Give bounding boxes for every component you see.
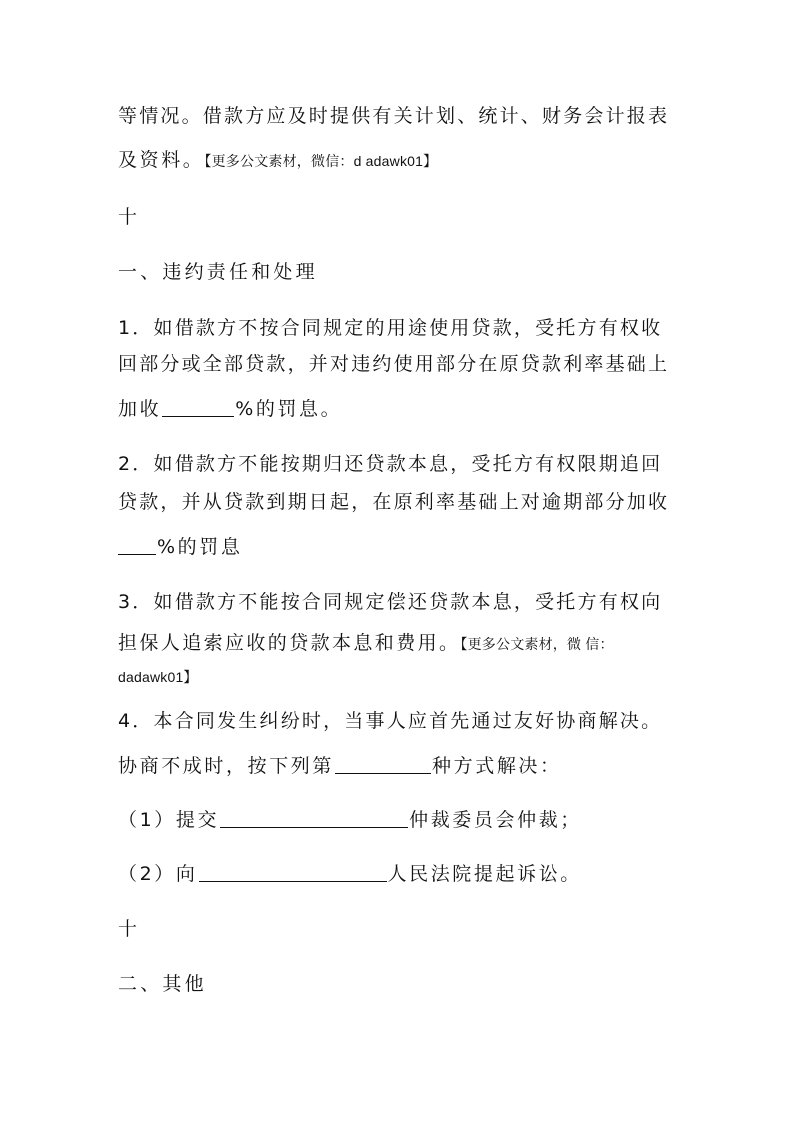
section-number-mark (118, 205, 678, 229)
fill-blank[interactable] (335, 754, 431, 774)
fill-blank[interactable] (220, 808, 408, 828)
text: 人民法院提起诉讼。 (387, 863, 582, 885)
text: 担保人追索应收的贷款本息和费用。 (118, 632, 461, 654)
section-heading (118, 972, 678, 996)
promo-note: 【更多公文素材，微 信： (460, 636, 614, 652)
text: %的罚息 (157, 536, 243, 558)
text: 加收 (118, 398, 162, 420)
clause-2-line (118, 535, 678, 559)
option-1-line (118, 808, 678, 832)
clause-2-line (118, 490, 678, 514)
text: 协商不成时，按下列第 (118, 755, 335, 777)
text: 种方式解决： (432, 755, 562, 777)
paragraph-line (118, 104, 678, 128)
text: 一、违约责任和处理 (118, 261, 318, 283)
clause-2-line (118, 452, 678, 476)
text: 十 (118, 918, 140, 940)
clause-3-line (118, 590, 678, 614)
section-heading (118, 260, 678, 284)
promo-note: 【更多公文素材，微信：d adawk01】 (204, 153, 438, 169)
paragraph-line (118, 148, 678, 173)
clause-4-line (118, 754, 678, 778)
text: 二、其他 (118, 973, 207, 995)
text: 及资料。 (118, 149, 205, 171)
clause-3-line (118, 631, 678, 656)
text: 贷款，并从贷款到期日起，在原利率基础上对逾期部分加收 (118, 491, 670, 513)
text: 十 (118, 206, 140, 228)
clause-1-line (118, 352, 678, 376)
text: 3．如借款方不能按合同规定偿还贷款本息，受托方有权向 (118, 591, 663, 613)
fill-blank[interactable] (199, 862, 387, 882)
clause-4-line (118, 709, 678, 733)
section-number-mark (118, 917, 678, 941)
fill-blank[interactable] (118, 535, 156, 555)
option-2-line (118, 862, 678, 886)
clause-1-line (118, 316, 678, 340)
text: （1）提交 (118, 809, 220, 831)
clause-1-line (118, 397, 678, 421)
text: 等情况。借款方应及时提供有关计划、统计、财务会计报表 (118, 105, 670, 127)
text: 2．如借款方不能按期归还贷款本息，受托方有权限期追回 (118, 453, 663, 475)
clause-3-line (118, 664, 678, 689)
text: 1．如借款方不按合同规定的用途使用贷款，受托方有权收 (118, 317, 663, 339)
text: 回部分或全部贷款，并对违约使用部分在原贷款利率基础上 (118, 353, 670, 375)
text: （2）向 (118, 863, 198, 885)
text: 4．本合同发生纠纷时，当事人应首先通过友好协商解决。 (118, 710, 663, 732)
fill-blank[interactable] (162, 397, 234, 417)
promo-note: dadawk01】 (118, 669, 198, 685)
text: 仲裁委员会仲裁； (409, 809, 582, 831)
text: %的罚息。 (235, 398, 343, 420)
